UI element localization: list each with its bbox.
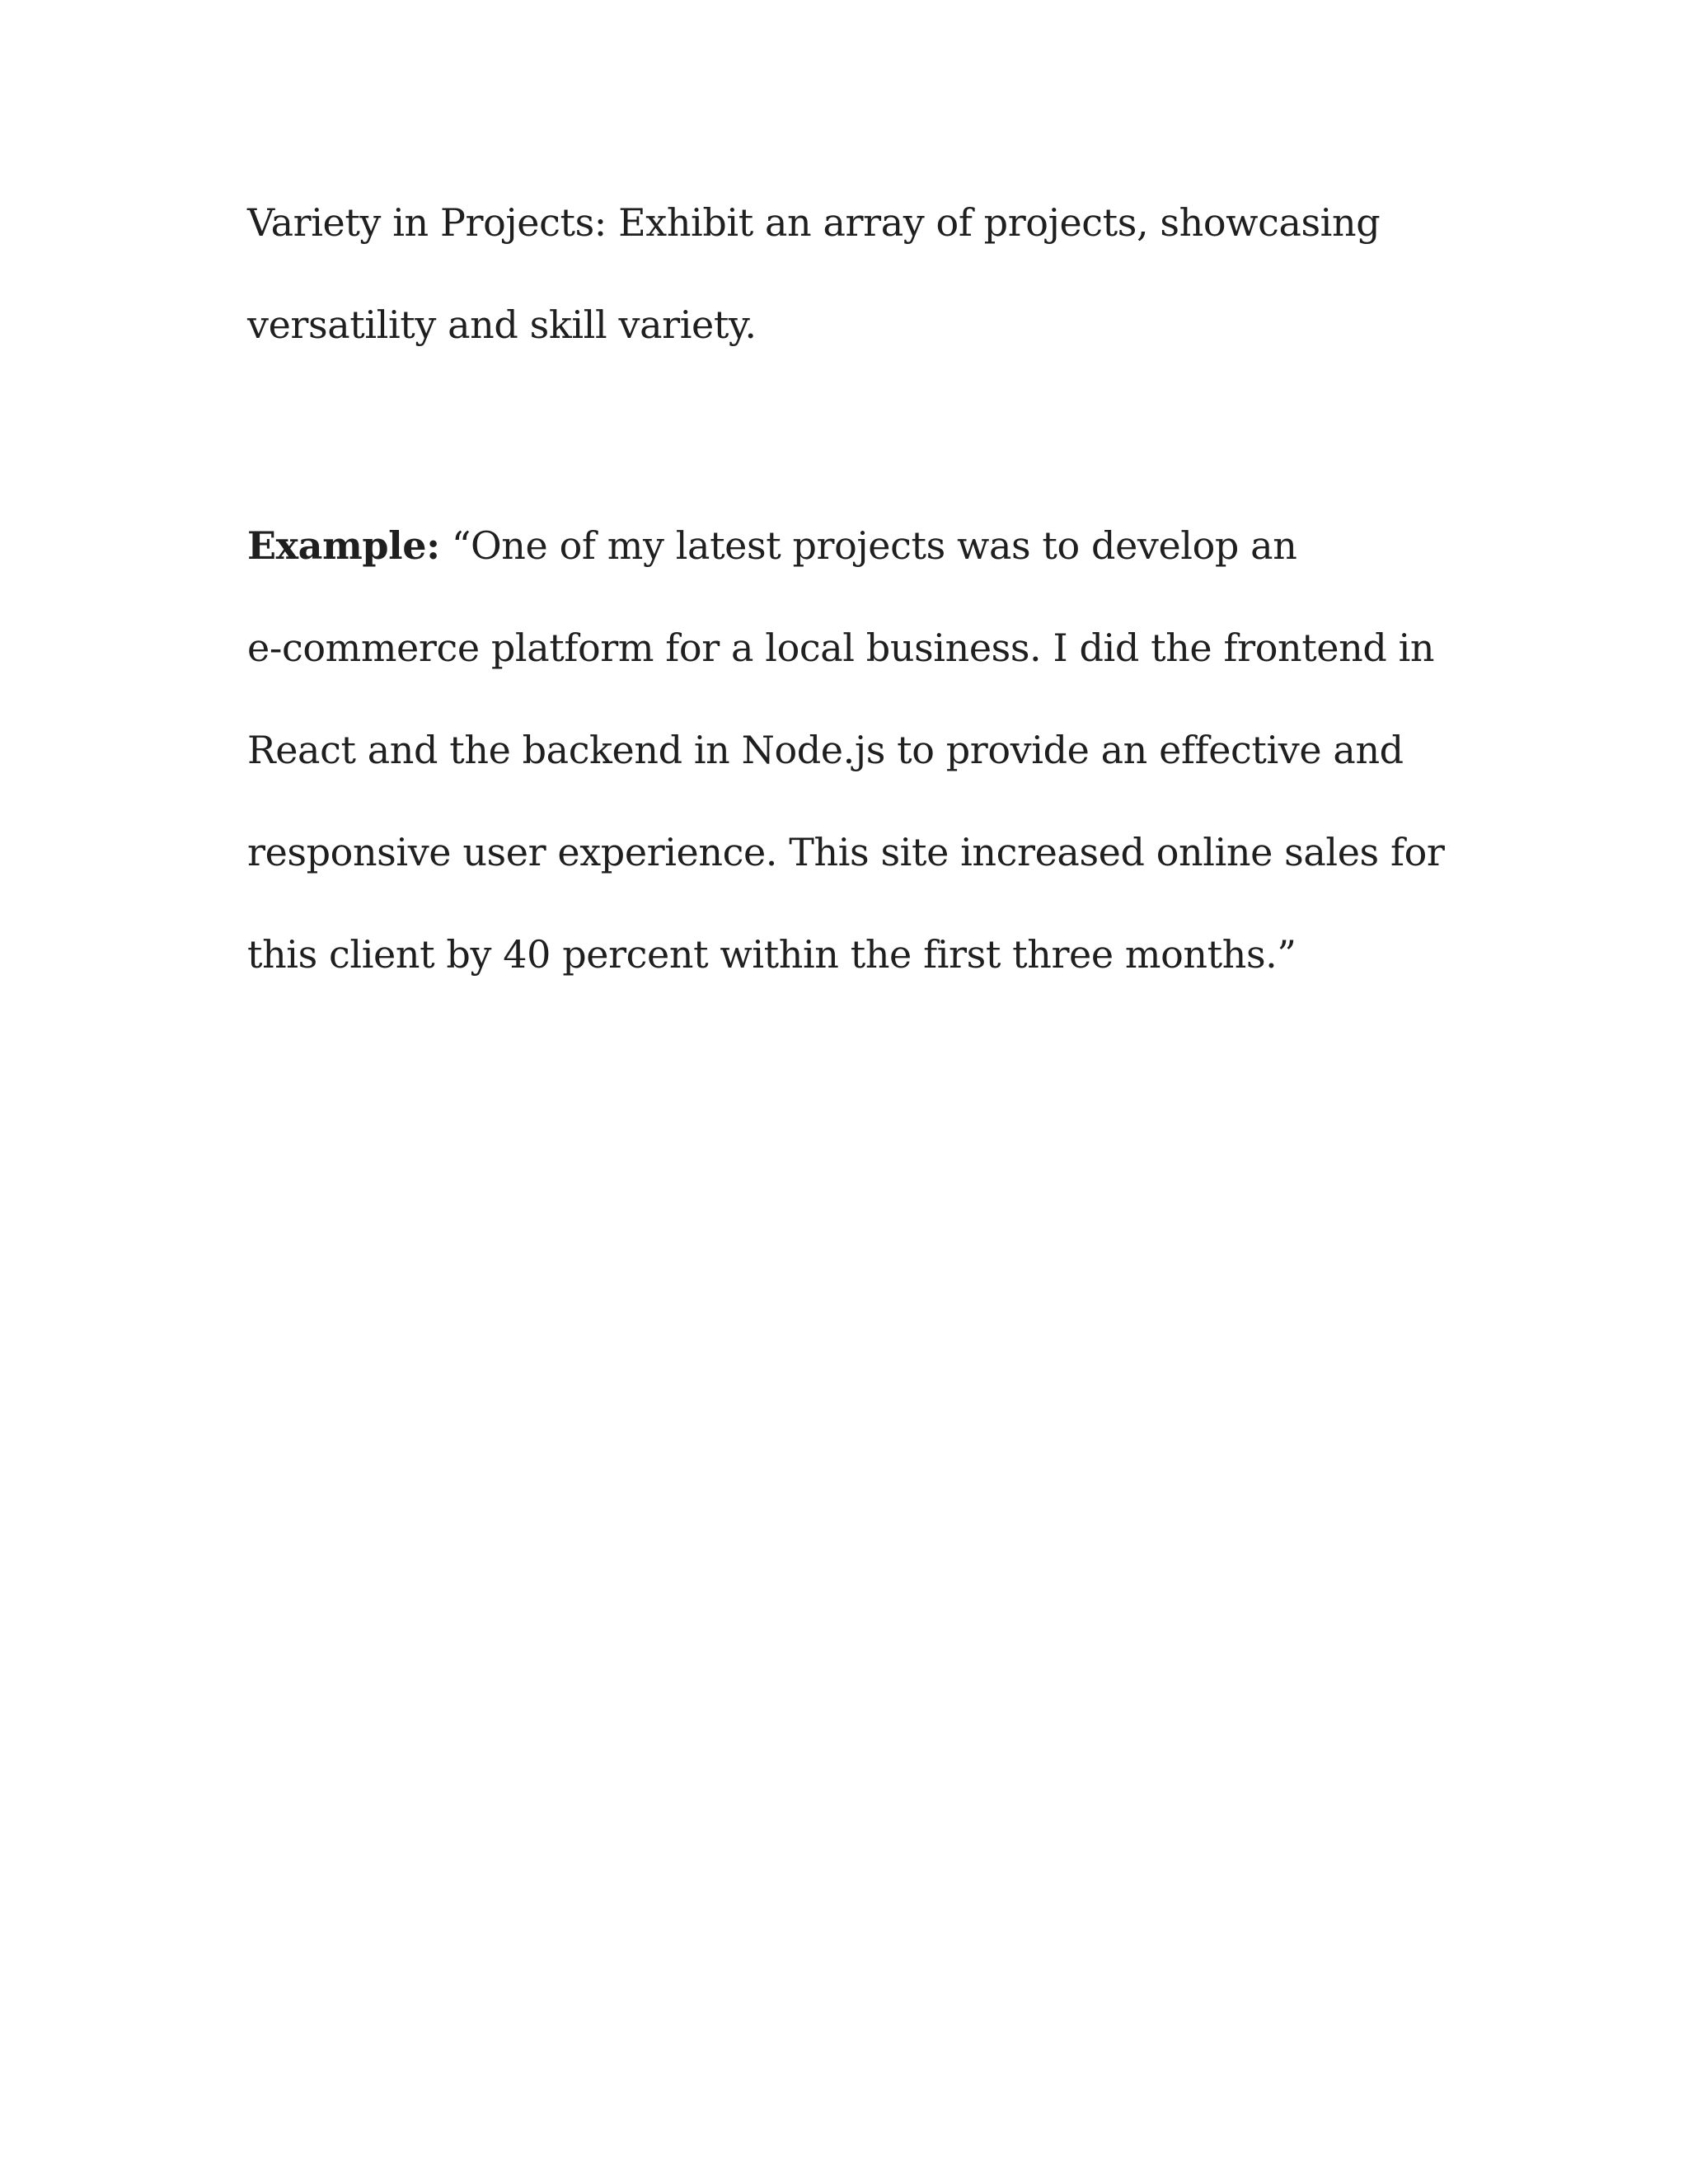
text-line: Variety in Projects: Exhibit an array of projects, showcasing — [247, 200, 1381, 245]
example-quote-start: “One of my latest projects was to develop an — [439, 523, 1297, 568]
paragraph-variety-in-projects — [247, 171, 1451, 376]
paragraph-example — [247, 494, 1451, 1005]
text-line: this client by 40 percent within the first three months.” — [247, 932, 1296, 977]
text-line: e-commerce platform for a local business. I did the frontend in — [247, 626, 1435, 670]
example-label: Example: — [247, 523, 440, 568]
paragraph-spacer — [247, 376, 1451, 494]
text-line: versatility and skill variety. — [247, 302, 757, 347]
text-line — [247, 494, 1451, 597]
text-line: React and the backend in Node.js to provide an effective and — [247, 728, 1404, 772]
document-body — [247, 171, 1451, 1005]
text-line: responsive user experience. This site increased online sales for — [247, 830, 1445, 874]
